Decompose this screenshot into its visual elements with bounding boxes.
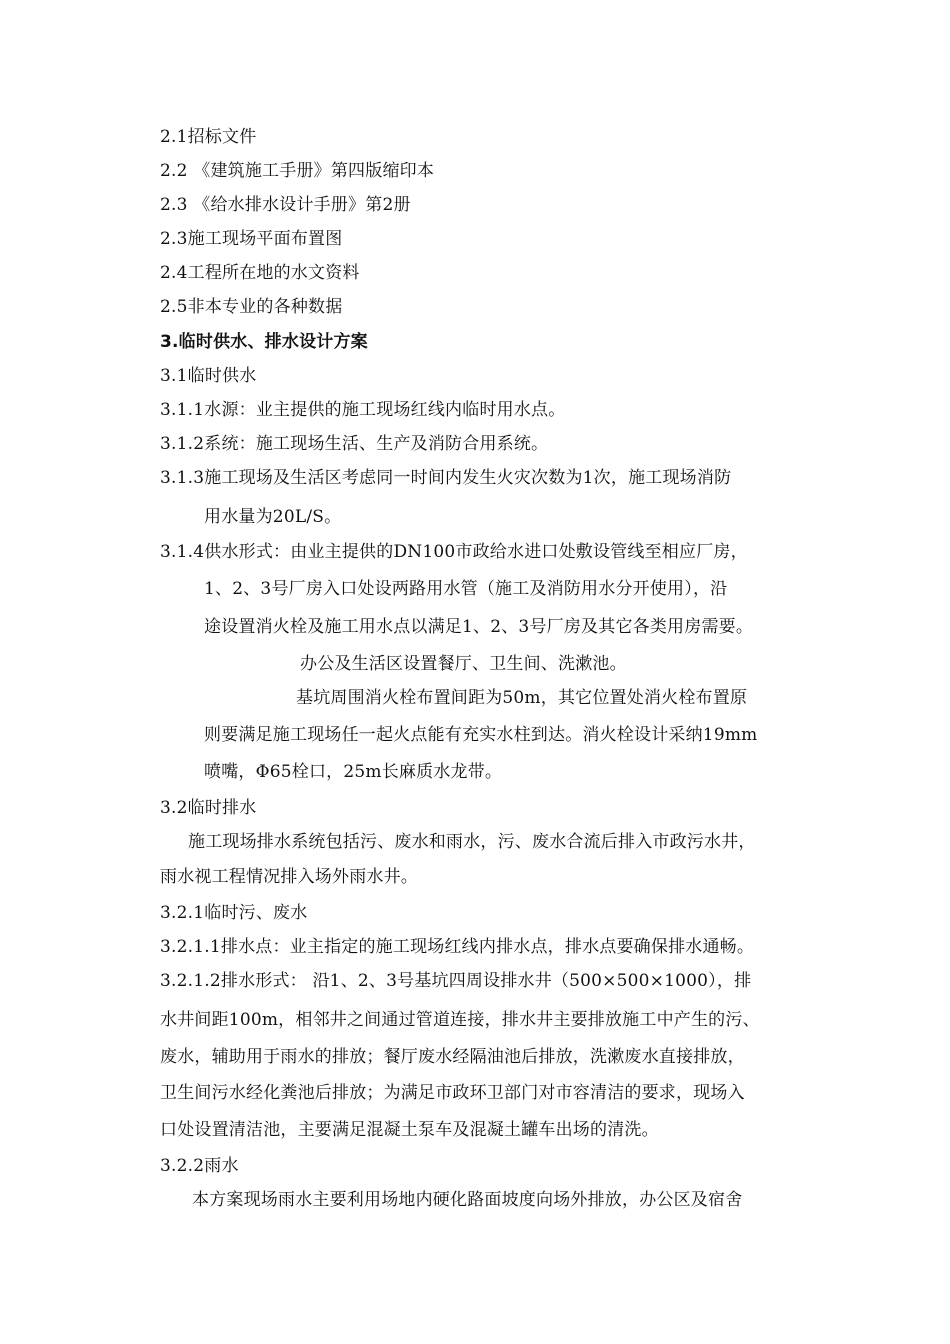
paragraph-office-area: 办公及生活区设置餐厅、卫生间、洗漱池。 — [300, 654, 627, 674]
paragraph-3-2-1-1: 3.2.1.1排水点：业主指定的施工现场红线内排水点，排水点要确保排水通畅。 — [160, 937, 755, 957]
ref-item-2-5: 2.5非本专业的各种数据 — [160, 297, 343, 317]
subsection-heading-3-2: 3.2临时排水 — [160, 798, 257, 818]
subsection-heading-3-2-1: 3.2.1临时污、废水 — [160, 903, 308, 923]
paragraph-hydrant-spacing: 基坑周围消火栓布置间距为50m，其它位置处消火栓布置原 — [296, 688, 748, 708]
paragraph-3-1-1: 3.1.1水源：业主提供的施工现场红线内临时用水点。 — [160, 400, 566, 420]
paragraph-3-1-3-cont: 用水量为20L/S。 — [204, 507, 342, 527]
ref-item-2-2: 2.2 《建筑施工手册》第四版缩印本 — [160, 161, 435, 181]
paragraph-3-2-1-2-cont4: 口处设置清洁池，主要满足混凝土泵车及混凝土罐车出场的清洗。 — [160, 1120, 659, 1140]
ref-item-2-4: 2.4工程所在地的水文资料 — [160, 263, 360, 283]
paragraph-drainage-system: 施工现场排水系统包括污、废水和雨水，污、废水合流后排入市政污水井， — [188, 832, 756, 852]
paragraph-3-2-1-2-cont1: 水井间距100m，相邻井之间通过管道连接，排水井主要排放施工中产生的污、 — [160, 1010, 760, 1030]
ref-item-2-3b: 2.3施工现场平面布置图 — [160, 229, 343, 249]
subsection-heading-3-1: 3.1临时供水 — [160, 366, 257, 386]
section-heading-3: 3.临时供水、排水设计方案 — [160, 332, 368, 352]
paragraph-3-1-4: 3.1.4供水形式：由业主提供的DN100市政给水进口处敷设管线至相应厂房， — [160, 542, 748, 562]
paragraph-hydrant-cont1: 则要满足施工现场任一起火点能有充实水柱到达。消火栓设计采纳19mm — [204, 725, 758, 745]
ref-item-2-1: 2.1招标文件 — [160, 127, 257, 147]
paragraph-3-2-1-2: 3.2.1.2排水形式： 沿1、2、3号基坑四周设排水井（500×500×1000），排 — [160, 971, 752, 991]
paragraph-3-2-1-2-cont2: 废水，辅助用于雨水的排放；餐厅废水经隔油池后排放，洗漱废水直接排放， — [160, 1047, 745, 1067]
paragraph-hydrant-cont2: 喷嘴，Φ65栓口，25m长麻质水龙带。 — [204, 762, 503, 782]
paragraph-3-1-4-cont1: 1、2、3号厂房入口处设两路用水管（施工及消防用水分开使用），沿 — [204, 579, 728, 599]
paragraph-drainage-cont: 雨水视工程情况排入场外雨水井。 — [160, 867, 418, 887]
subsection-heading-3-2-2: 3.2.2雨水 — [160, 1156, 239, 1176]
paragraph-3-1-2: 3.1.2系统：施工现场生活、生产及消防合用系统。 — [160, 434, 549, 454]
ref-item-2-3a: 2.3 《给水排水设计手册》第2册 — [160, 195, 411, 215]
paragraph-3-1-4-cont2: 途设置消火栓及施工用水点以满足1、2、3号厂房及其它各类用房需要。 — [204, 617, 754, 637]
paragraph-3-1-3: 3.1.3施工现场及生活区考虑同一时间内发生火灾次数为1次，施工现场消防 — [160, 468, 732, 488]
paragraph-3-2-1-2-cont3: 卫生间污水经化粪池后排放；为满足市政环卫部门对市容清洁的要求，现场入 — [160, 1083, 745, 1103]
paragraph-3-2-2: 本方案现场雨水主要利用场地内硬化路面坡度向场外排放，办公区及宿舍 — [192, 1190, 743, 1210]
